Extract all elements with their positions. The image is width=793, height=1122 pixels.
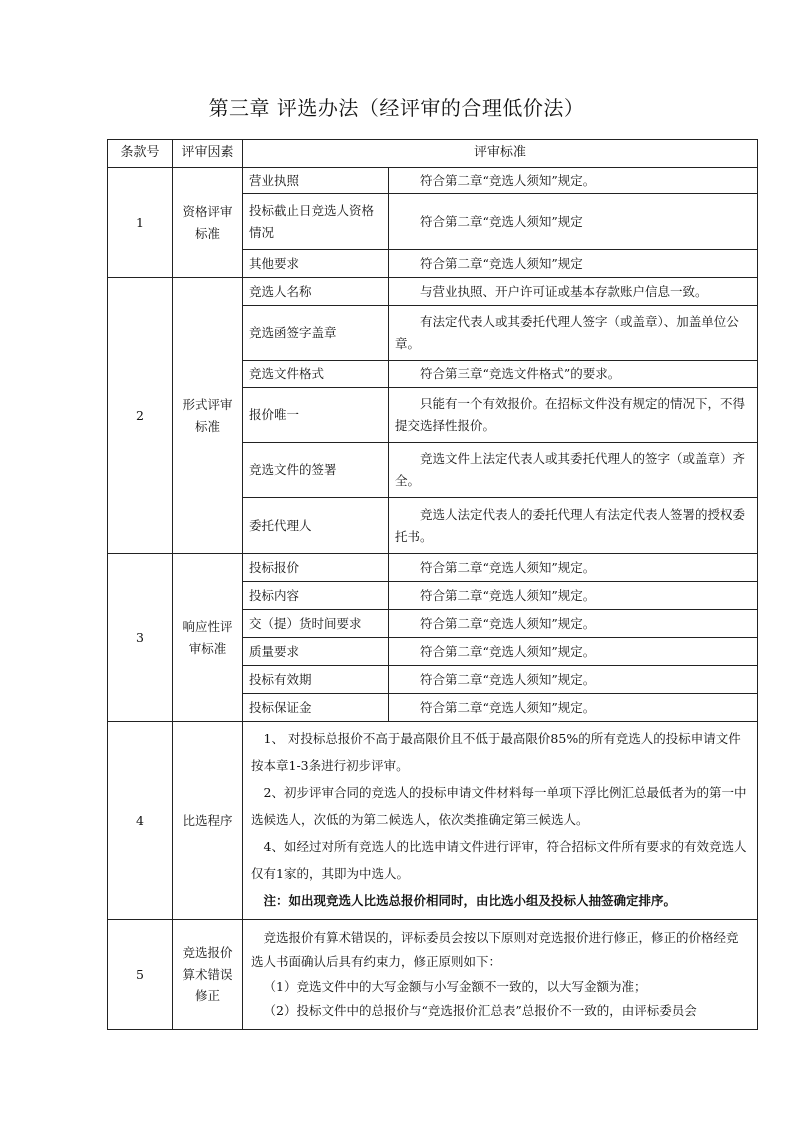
clause-no: 5 xyxy=(108,920,173,1030)
correction-paragraph: （1）竞选文件中的大写金额与小写金额不一致的，以大写金额为准； xyxy=(263,978,647,994)
header-factor: 评审因素 xyxy=(173,140,243,168)
table-row xyxy=(108,278,758,306)
page-title: 第三章 评选办法（经评审的合理低价法） xyxy=(208,96,585,120)
clause-no: 4 xyxy=(108,722,173,920)
table-row xyxy=(108,920,758,1030)
procedure-text xyxy=(243,722,758,920)
item-name: 投标内容 xyxy=(243,582,389,610)
evaluation-table xyxy=(107,139,758,1030)
factor: 竞选报价算术错误修正 xyxy=(173,920,243,1030)
item-standard: 符合第二章“竞选人须知”规定。 xyxy=(389,610,758,638)
item-standard: 符合第二章“竞选人须知”规定。 xyxy=(389,638,758,666)
item-standard: 有法定代表人或其委托代理人签字（或盖章）、加盖单位公章。 xyxy=(389,306,758,361)
item-standard: 只能有一个有效报价。在招标文件没有规定的情况下，不得提交选择性报价。 xyxy=(389,388,758,443)
table-row xyxy=(108,722,758,920)
header-clause-no: 条款号 xyxy=(108,140,173,168)
procedure-note: 注：如出现竞选人比选总报价相同时，由比选小组及投标人抽签确定排序。 xyxy=(263,892,677,908)
table-row xyxy=(108,554,758,582)
item-standard: 符合第二章“竞选人须知”规定。 xyxy=(389,554,758,582)
item-name: 投标截止日竞选人资格情况 xyxy=(243,194,389,250)
procedure-paragraph: 2、初步评审合同的竞选人的投标申请文件材料每一单项下浮比例汇总最低者为的第一中选候选人，次低的为第二候选人，依次类推确定第三候选人。 xyxy=(251,785,747,828)
item-name: 交（提）货时间要求 xyxy=(243,610,389,638)
item-name: 竞选函签字盖章 xyxy=(243,306,389,361)
factor: 资格评审标准 xyxy=(173,168,243,278)
item-standard: 符合第二章“竞选人须知”规定。 xyxy=(389,168,758,194)
header-standard: 评审标准 xyxy=(243,140,758,168)
item-name: 投标保证金 xyxy=(243,694,389,722)
clause-no: 2 xyxy=(108,278,173,554)
procedure-paragraph: 1、 对投标总报价不高于最高限价且不低于最高限价85%的所有竞选人的投标申请文件按本章1-3条进行初步评审。 xyxy=(251,731,741,774)
procedure-paragraph: 4、如经过对所有竞选人的比选申请文件进行评审，符合招标文件所有要求的有效竞选人仅有1家的，其即为中选人。 xyxy=(251,838,747,881)
correction-text xyxy=(243,920,758,1030)
item-standard: 符合第二章“竞选人须知”规定。 xyxy=(389,666,758,694)
item-standard: 符合第二章“竞选人须知”规定。 xyxy=(389,694,758,722)
table-row xyxy=(108,168,758,194)
factor: 响应性评审标准 xyxy=(173,554,243,722)
clause-no: 3 xyxy=(108,554,173,722)
item-name: 投标报价 xyxy=(243,554,389,582)
correction-paragraph: 竞选报价有算术错误的，评标委员会按以下原则对竞选报价进行修正，修正的价格经竞选人书面确认后具有约束力，修正原则如下： xyxy=(251,929,739,970)
item-name: 其他要求 xyxy=(243,250,389,278)
factor: 形式评审标准 xyxy=(173,278,243,554)
header-row xyxy=(108,140,758,168)
item-name: 竞选人名称 xyxy=(243,278,389,306)
item-standard: 与营业执照、开户许可证或基本存款账户信息一致。 xyxy=(389,278,758,306)
factor: 比选程序 xyxy=(173,722,243,920)
item-standard: 符合第二章“竞选人须知”规定。 xyxy=(389,582,758,610)
correction-paragraph: （2）投标文件中的总报价与“竞选报价汇总表”总报价不一致的，由评标委员会 xyxy=(263,1002,697,1018)
item-name: 营业执照 xyxy=(243,168,389,194)
item-name: 质量要求 xyxy=(243,638,389,666)
item-name: 报价唯一 xyxy=(243,388,389,443)
item-standard: 符合第二章“竞选人须知”规定 xyxy=(389,250,758,278)
item-name: 竞选文件格式 xyxy=(243,361,389,388)
item-name: 投标有效期 xyxy=(243,666,389,694)
item-standard: 符合第二章“竞选人须知”规定 xyxy=(389,194,758,250)
item-standard: 符合第三章“竞选文件格式”的要求。 xyxy=(389,361,758,388)
clause-no: 1 xyxy=(108,168,173,278)
item-standard: 竞选文件上法定代表人或其委托代理人的签字（或盖章）齐全。 xyxy=(389,443,758,498)
item-name: 竞选文件的签署 xyxy=(243,443,389,498)
item-standard: 竞选人法定代表人的委托代理人有法定代表人签署的授权委托书。 xyxy=(389,498,758,554)
item-name: 委托代理人 xyxy=(243,498,389,554)
